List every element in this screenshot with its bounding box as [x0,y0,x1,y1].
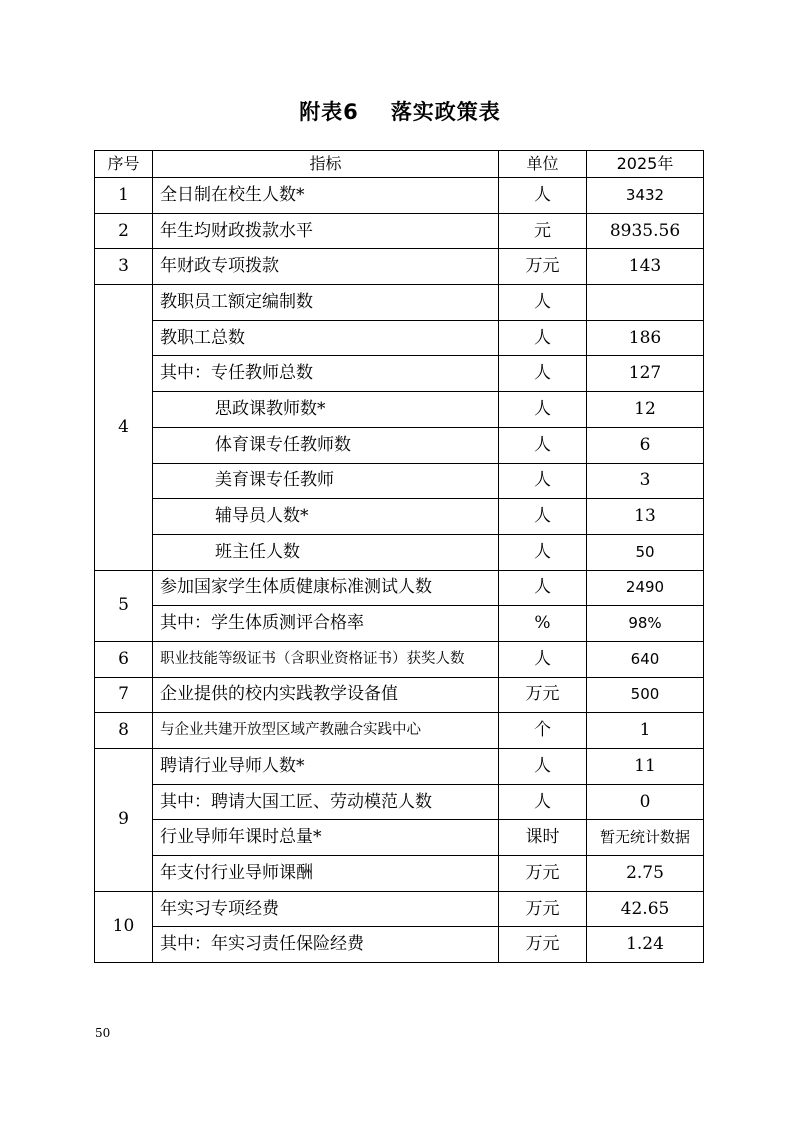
value-cell: 3 [587,463,704,499]
unit-cell: 人 [499,320,587,356]
value-cell: 50 [587,534,704,570]
unit-cell: 人 [499,463,587,499]
unit-cell: 万元 [499,249,587,285]
row-number: 2 [95,213,153,249]
row-number: 5 [95,570,153,641]
row-number: 10 [95,891,153,962]
header-value: 2025年 [587,151,704,178]
indicator-cell: 全日制在校生人数* [153,178,499,214]
row-number: 8 [95,713,153,749]
value-cell: 143 [587,249,704,285]
value-cell: 8935.56 [587,213,704,249]
unit-cell: 万元 [499,677,587,713]
indicator-cell: 年实习专项经费 [153,891,499,927]
value-cell: 42.65 [587,891,704,927]
value-cell: 1.24 [587,927,704,963]
indicator-cell: 教职员工额定编制数 [153,285,499,321]
indicator-cell: 聘请行业导师人数* [153,749,499,785]
table-row [95,606,704,642]
unit-cell: 元 [499,213,587,249]
unit-cell: 人 [499,784,587,820]
title-main: 落实政策表 [390,100,501,124]
header-no: 序号 [95,151,153,178]
value-cell [587,285,704,321]
header-indicator: 指标 [153,151,499,178]
indicator-cell: 参加国家学生体质健康标准测试人数 [153,570,499,606]
table-row [95,356,704,392]
title-prefix: 附表6 [299,100,359,124]
table-row [95,427,704,463]
table-row [95,641,704,677]
row-number: 7 [95,677,153,713]
row-number: 9 [95,749,153,892]
unit-cell: % [499,606,587,642]
value-cell: 186 [587,320,704,356]
value-cell: 127 [587,356,704,392]
table-row [95,249,704,285]
indicator-cell: 其中：聘请大国工匠、劳动模范人数 [153,784,499,820]
table-row [95,320,704,356]
unit-cell: 人 [499,356,587,392]
unit-cell: 个 [499,713,587,749]
unit-cell: 万元 [499,856,587,892]
page-title [0,96,800,126]
unit-cell: 万元 [499,927,587,963]
indicator-cell: 年生均财政拨款水平 [153,213,499,249]
table-row [95,285,704,321]
indicator-cell: 班主任人数 [153,534,499,570]
indicator-cell: 行业导师年课时总量* [153,820,499,856]
table-row [95,178,704,214]
table-header-row [95,151,704,178]
value-cell: 暂无统计数据 [587,820,704,856]
table-row [95,856,704,892]
table-body [95,178,704,963]
indicator-cell: 体育课专任教师数 [153,427,499,463]
unit-cell: 人 [499,285,587,321]
unit-cell: 人 [499,499,587,535]
unit-cell: 课时 [499,820,587,856]
table-row [95,499,704,535]
table-row [95,891,704,927]
value-cell: 640 [587,641,704,677]
indicator-cell: 其中：专任教师总数 [153,356,499,392]
unit-cell: 人 [499,641,587,677]
indicator-cell: 辅导员人数* [153,499,499,535]
indicator-cell: 其中：学生体质测评合格率 [153,606,499,642]
value-cell: 11 [587,749,704,785]
unit-cell: 人 [499,178,587,214]
table-row [95,463,704,499]
table-row [95,570,704,606]
indicator-cell: 企业提供的校内实践教学设备值 [153,677,499,713]
unit-cell: 人 [499,749,587,785]
policy-table [94,150,704,963]
indicator-cell: 其中：年实习责任保险经费 [153,927,499,963]
value-cell: 13 [587,499,704,535]
table-row [95,927,704,963]
row-number: 3 [95,249,153,285]
page-number: 50 [95,1026,111,1040]
value-cell: 3432 [587,178,704,214]
unit-cell: 人 [499,427,587,463]
indicator-cell: 思政课教师数* [153,392,499,428]
table-row [95,820,704,856]
table-row [95,213,704,249]
indicator-cell: 年财政专项拨款 [153,249,499,285]
value-cell: 12 [587,392,704,428]
value-cell: 0 [587,784,704,820]
table-row [95,784,704,820]
header-unit: 单位 [499,151,587,178]
value-cell: 1 [587,713,704,749]
value-cell: 2.75 [587,856,704,892]
indicator-cell: 与企业共建开放型区域产教融合实践中心 [153,713,499,749]
value-cell: 6 [587,427,704,463]
value-cell: 500 [587,677,704,713]
table-row [95,713,704,749]
indicator-cell: 美育课专任教师 [153,463,499,499]
value-cell: 98% [587,606,704,642]
unit-cell: 人 [499,392,587,428]
indicator-cell: 职业技能等级证书（含职业资格证书）获奖人数 [153,641,499,677]
table-row [95,392,704,428]
indicator-cell: 教职工总数 [153,320,499,356]
unit-cell: 万元 [499,891,587,927]
value-cell: 2490 [587,570,704,606]
table-row [95,534,704,570]
row-number: 4 [95,285,153,571]
unit-cell: 人 [499,534,587,570]
indicator-cell: 年支付行业导师课酬 [153,856,499,892]
row-number: 1 [95,178,153,214]
row-number: 6 [95,641,153,677]
table-row [95,677,704,713]
table-row [95,749,704,785]
unit-cell: 人 [499,570,587,606]
